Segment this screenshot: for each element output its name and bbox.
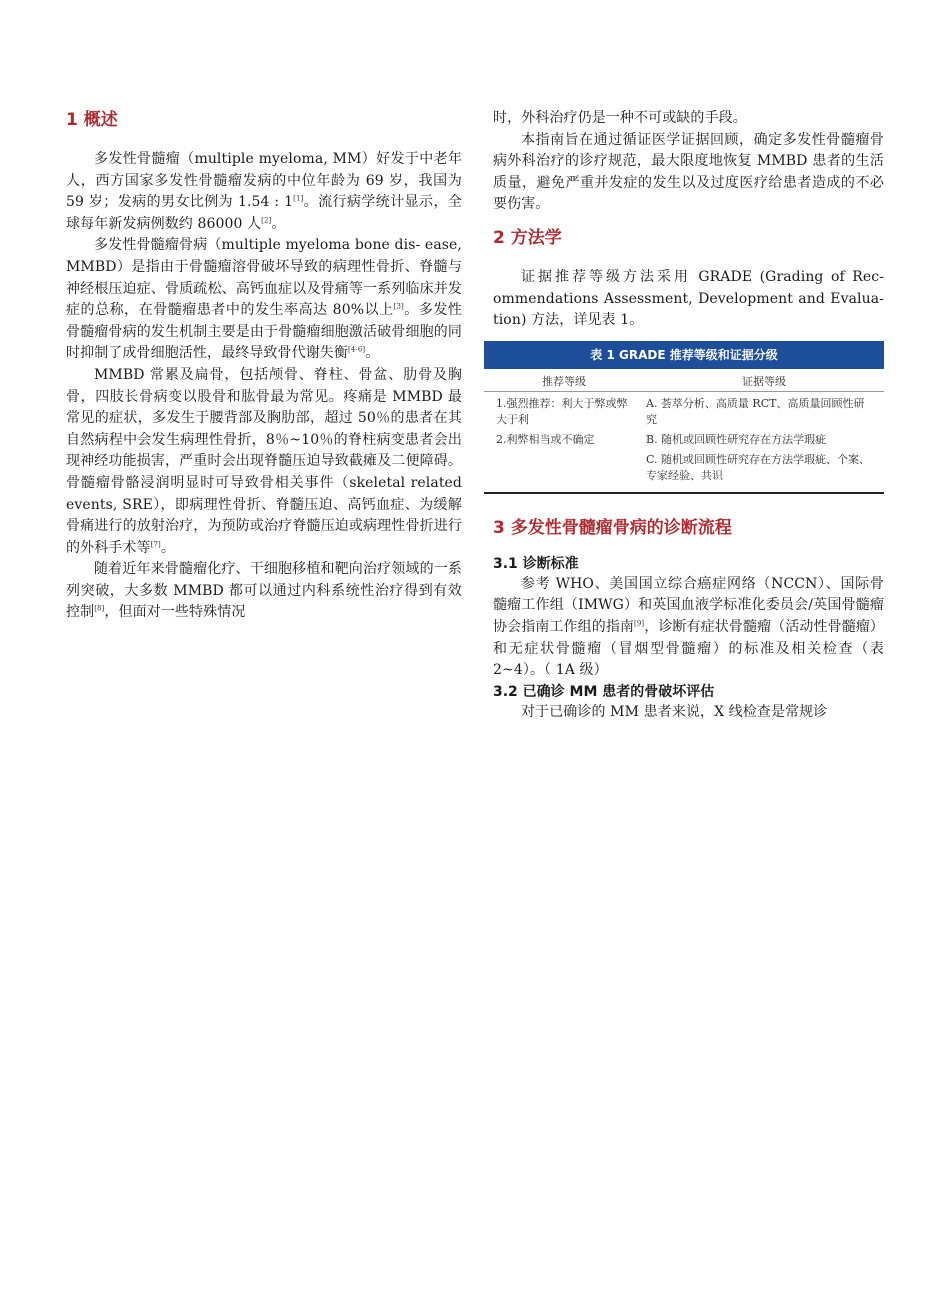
table-header-evidence: 证据等级 [742,374,786,388]
grade-table [484,341,884,494]
table-row [484,396,884,428]
paragraph-text: 。多发性骨髓瘤骨病的发生机制主要是由于骨髓瘤细胞激活破骨细胞的同时抑制了成骨细胞活性，最终导致骨代谢失衡 [66,302,462,362]
paragraph-bone-assessment: 对于已确诊的 MM 患者来说，X 线检查是常规诊 [521,703,828,720]
citation: [3] [393,302,404,311]
paragraph-incidence [66,149,462,235]
table-cell: 1.强烈推荐：利大于弊或弊大于利 [496,396,628,426]
subsection-3-2-heading: 3.2 已确诊 MM 患者的骨破坏评估 [493,683,715,700]
subsection-3-1-heading: 3.1 诊断标准 [493,555,579,572]
section-2-heading: 2 方法学 [493,227,562,248]
citation: [4‑6] [348,345,366,354]
paragraph-mmbd-sites [66,365,462,559]
table-row [484,452,884,484]
citation: [1] [293,194,304,203]
table-cell: A. 荟萃分析、高质量 RCT、高质量回顾性研究 [646,396,865,426]
paragraph-text: 多发性骨髓瘤（multiple myeloma, MM）好发于中老年人，西方国家多发性骨髓瘤发病的中位年龄为 69 岁，我国为 59 岁；发病的男女比例为 1.54 : 1 [66,151,462,211]
table-header-row [484,373,884,392]
paragraph-continued: 时，外科治疗仍是一种不可或缺的手段。 [493,110,747,126]
paragraph-text: 。 [160,539,175,556]
paragraph-text: MMBD 常累及扁骨，包括颅骨、脊柱、骨盆、肋骨及胸骨，四肢长骨病变以股骨和肱骨最为常见。疼痛是 MMBD 最常见的症状，多发生于腰背部及胸肋部，超过 50％的患者在其自然病程中会发生病理性骨折，8％~10％的脊柱病变患者会出现神经功能损害，严重时会出现脊髓压迫导致截瘫及二便障碍。骨髓瘤骨骼浸润明显时可导致骨相关事件（skeletal related events, SRE），即病理性骨折、脊髓压迫、高钙血症、为缓解骨痛进行的放射治疗，为预防或治疗脊髓压迫或病理性骨折进行的外科手术等 [66,366,462,556]
paragraph-mmbd-definition [66,235,462,365]
paragraph-text: 参考 WHO、美国国立综合癌症网络（NCCN）、国际骨髓瘤工作组（IMWG）和英国血液学标准化委员会/英国骨髓瘤协会指南工作组的指南 [493,575,884,635]
right-column [493,108,884,723]
paragraph-methodology: 证据推荐等级方法采用 GRADE (Grading of Rec‑ ommendations Assessment, Development and Evalua‑ tion) 方法，详见表 1。 [493,268,884,329]
paragraph-text: 。流行病学统计显示，全球每年新发病例数约 86000 人 [66,194,462,232]
citation: [2] [261,216,272,225]
table-cell: 2.利弊相当或不确定 [496,432,595,446]
citation: [7] [150,540,161,549]
paragraph-text: 。 [365,345,380,362]
paragraph-text: 随着近年来骨髓瘤化疗、干细胞移植和靶向治疗领域的一系列突破，大多数 MMBD 都可以通过内科系统性治疗得到有效控制 [66,561,462,621]
citation: [8] [94,604,105,613]
paragraph-text: ，但面对一些特殊情况 [104,604,246,621]
paragraph-treatment [66,559,462,624]
citation: [9] [634,619,645,628]
section-3-heading: 3 多发性骨髓瘤骨病的诊断流程 [493,517,732,538]
left-column [66,108,462,624]
table-caption: 表 1 GRADE 推荐等级和证据分级 [484,341,884,369]
paragraph-text: 。 [271,215,286,232]
table-cell: B. 随机或回顾性研究存在方法学瑕疵 [646,432,827,446]
paragraph-text: ，诊断有症状骨髓瘤（活动性骨髓瘤）和无症状骨髓瘤（冒烟型骨髓瘤）的标准及相关检查（表 2~4）。（ 1A 级） [493,618,884,679]
paragraph-guideline-aim: 本指南旨在通过循证医学证据回顾，确定多发性骨髓瘤骨病外科治疗的诊疗规范，最大限度地恢复 MMBD 患者的生活质量，避免严重并发症的发生以及过度医疗给患者造成的不必要伤害。 [493,131,884,213]
section-1-heading: 1 概述 [66,110,118,130]
table-row [484,432,884,448]
paragraph-diagnosis-criteria [493,574,884,682]
paragraph-text: 多发性骨髓瘤骨病（multiple myeloma bone dis‑ ease, MMBD）是指由于骨髓瘤溶骨破坏导致的病理性骨折、脊髓与神经根压迫症、骨质疏松、高钙血症以及骨痛等一系列临床并发症的总称，在骨髓瘤患者中的发生率高达 80%以上 [66,237,462,319]
table-cell [484,452,634,484]
table-cell: C. 随机或回顾性研究存在方法学瑕疵、个案、专家经验、共识 [646,452,871,482]
table-header-recommendation: 推荐等级 [542,374,586,388]
